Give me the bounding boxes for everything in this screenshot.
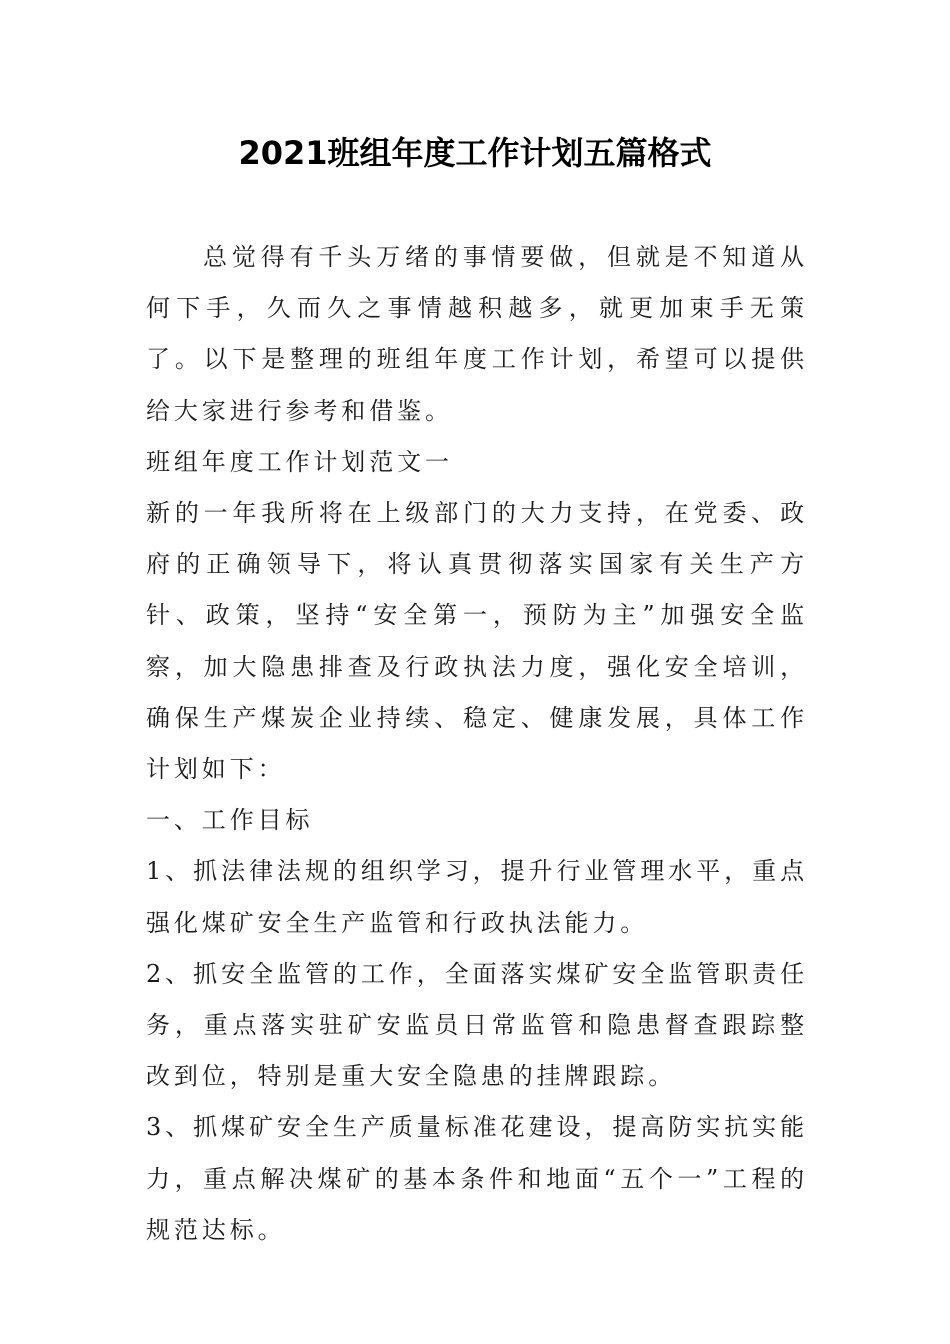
goal-item-3: 3、抓煤矿安全生产质量标准花建设，提高防实抗实能力，重点解决煤矿的基本条件和地面“五个一”工程的规范达标。 [146,1113,808,1244]
document-title: 2021班组年度工作计划五篇格式 [238,134,712,172]
sample-one-intro-paragraph: 新的一年我所将在上级部门的大力支持，在党委、政府的正确领导下，将认真贯彻落实国家有关生产方针、政策，坚持“安全第一，预防为主”加强安全监察，加大隐患排查及行政执法力度，强化安全培训，确保生产煤炭企业持续、稳定、健康发展，具体工作计划如下： [146,499,808,784]
goal-item-1: 1、抓法律法规的组织学习，提升行业管理水平，重点强化煤矿安全生产监管和行政执法能力。 [146,857,808,937]
document-body [146,232,808,1256]
section-heading-sample-one: 班组年度工作计划范文一 [146,447,453,476]
goal-item-2: 2、抓安全监管的工作，全面落实煤矿安全监管职责任务，重点落实驻矿安监员日常监管和隐患督查跟踪整改到位，特别是重大安全隐患的挂牌跟踪。 [146,959,808,1091]
intro-paragraph: 总觉得有千头万绪的事情要做，但就是不知道从何下手，久而久之事情越积越多，就更加束手无策了。以下是整理的班组年度工作计划，希望可以提供给大家进行参考和借鉴。 [146,243,808,425]
section-heading-work-goals: 一、工作目标 [146,806,314,835]
